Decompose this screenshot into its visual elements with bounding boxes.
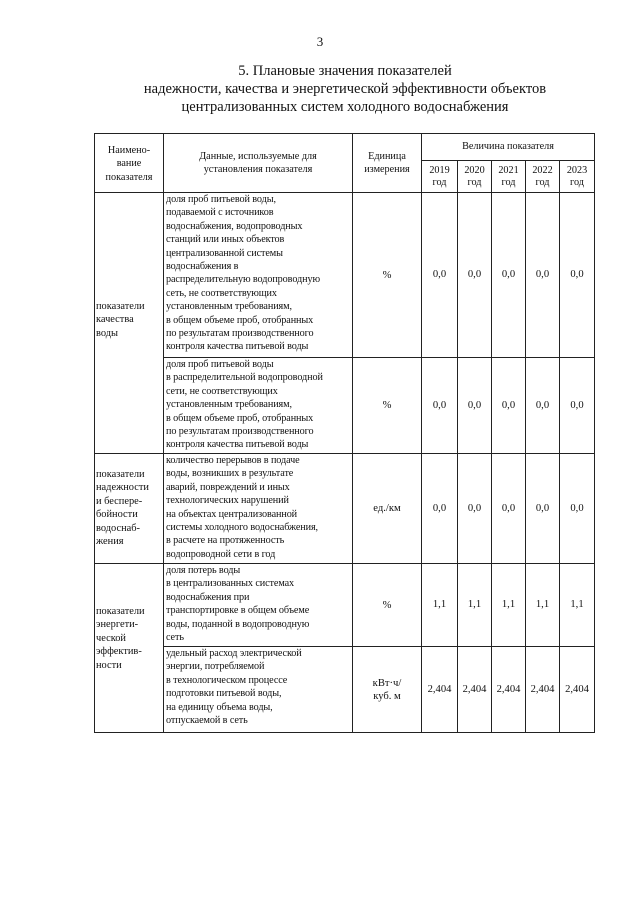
row-description: количество перерывов в подаче воды, возникших в результате аварий, повреждений и иных технологических нарушений на объектах централизованной системы холодного водоснабжения, в расчете на протяженность водопроводной сети в год [164, 454, 353, 564]
table-row [95, 564, 595, 647]
value-2020: 1,1 [458, 564, 492, 647]
row-description: доля потерь воды в централизованных системах водоснабжения при транспортировке в общем объеме воды, поданной в водопроводную сеть [164, 564, 353, 647]
value-2021: 2,404 [492, 647, 526, 733]
value-2019: 0,0 [422, 358, 458, 454]
year-number: 2019 [429, 164, 450, 176]
value-2019: 0,0 [422, 193, 458, 358]
year-number: 2020 [464, 164, 485, 176]
title-line-1: 5. Плановые значения показателей [238, 63, 452, 79]
header-year-2020 [458, 161, 492, 193]
year-suffix: год [570, 176, 584, 188]
value-2021: 0,0 [492, 454, 526, 564]
value-2020: 0,0 [458, 358, 492, 454]
row-description: доля проб питьевой воды, подаваемой с источников водоснабжения, водопроводных станций или иных объектов централизованной системы водоснабжения в распределительную водопроводную сеть, не соответствующих установленным требованиям, в общем объеме проб, отобранных по результатам производственного контроля качества питьевой воды [164, 193, 353, 358]
table-row [95, 193, 595, 358]
year-number: 2022 [532, 164, 553, 176]
header-indicator-name: Наимено- вание показателя [95, 134, 164, 193]
row-unit: % [353, 193, 422, 358]
group-energy-efficiency: показатели энергети- ческой эффектив- ности [95, 564, 164, 733]
year-suffix: год [501, 176, 516, 188]
value-2022: 0,0 [526, 358, 560, 454]
header-data-used: Данные, используемые для установления показателя [164, 134, 353, 193]
year-suffix: год [535, 176, 550, 188]
header-indicator-value: Величина показателя [422, 134, 595, 161]
row-unit: ед./км [353, 454, 422, 564]
value-2023: 0,0 [560, 454, 595, 564]
value-2023: 0,0 [560, 193, 595, 358]
indicators-table [94, 133, 595, 733]
value-2022: 0,0 [526, 193, 560, 358]
row-description: удельный расход электрической энергии, потребляемой в технологическом процессе подготовки питьевой воды, на единицу объема воды, отпускаемой в сеть [164, 647, 353, 733]
title-line-3: централизованных систем холодного водоснабжения [181, 99, 509, 115]
header-year-2022 [526, 161, 560, 193]
value-2021: 0,0 [492, 358, 526, 454]
value-2023: 1,1 [560, 564, 595, 647]
header-row [95, 134, 595, 161]
title-line-2: надежности, качества и энергетической эффективности объектов [143, 81, 547, 97]
table-row [95, 454, 595, 564]
value-2020: 2,404 [458, 647, 492, 733]
year-suffix: год [467, 176, 482, 188]
document-title [60, 62, 630, 116]
year-suffix: год [432, 176, 447, 188]
row-description: доля проб питьевой воды в распределительной водопроводной сети, не соответствующих установленным требованиям, в общем объеме проб, отобранных по результатам производственного контроля качества питьевой воды [164, 358, 353, 454]
header-year-2019 [422, 161, 458, 193]
value-2021: 1,1 [492, 564, 526, 647]
value-2021: 0,0 [492, 193, 526, 358]
row-unit: % [353, 564, 422, 647]
value-2019: 1,1 [422, 564, 458, 647]
group-reliability: показатели надежности и беспере- бойности водоснаб- жения [95, 454, 164, 564]
header-year-2021 [492, 161, 526, 193]
row-unit: кВт·ч/ куб. м [353, 647, 422, 733]
value-2022: 1,1 [526, 564, 560, 647]
header-year-2023 [560, 161, 595, 193]
value-2022: 0,0 [526, 454, 560, 564]
value-2020: 0,0 [458, 454, 492, 564]
header-unit: Единица измерения [353, 134, 422, 193]
value-2020: 0,0 [458, 193, 492, 358]
table-row [95, 358, 595, 454]
row-unit: % [353, 358, 422, 454]
value-2023: 0,0 [560, 358, 595, 454]
value-2019: 2,404 [422, 647, 458, 733]
year-number: 2023 [566, 164, 588, 176]
value-2022: 2,404 [526, 647, 560, 733]
value-2023: 2,404 [560, 647, 595, 733]
group-water-quality: показатели качества воды [95, 193, 164, 454]
table-row [95, 647, 595, 733]
page-number: 3 [316, 34, 324, 49]
year-number: 2021 [498, 164, 519, 176]
value-2019: 0,0 [422, 454, 458, 564]
